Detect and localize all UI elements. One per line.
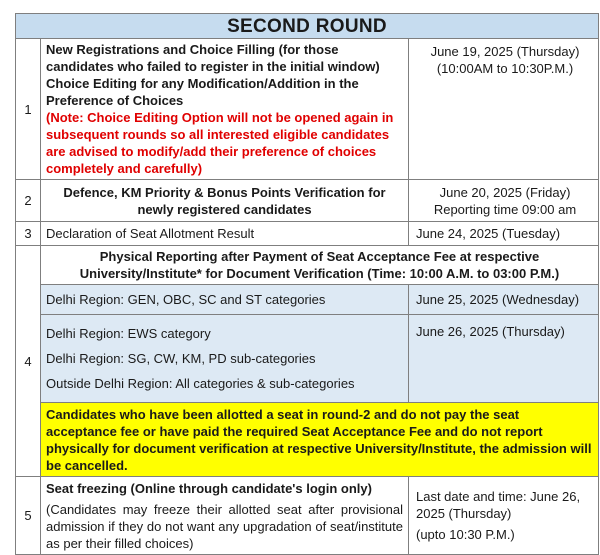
date-cell: [409, 39, 599, 180]
sub-category-text: Delhi Region: GEN, OBC, SC and ST categories: [41, 285, 409, 315]
table-row: [16, 246, 599, 285]
activity-cell: [41, 39, 409, 180]
date-cell: June 26, 2025 (Thursday): [409, 315, 599, 403]
round-title: SECOND ROUND: [16, 14, 599, 39]
activity-text: New Registrations and Choice Filling (for those candidates who failed to register in the initial window) Choice Editing for any Modification/Addition in the Preference of Choices: [46, 42, 380, 108]
title-row: [16, 14, 599, 39]
date-line: June 20, 2025 (Friday): [439, 184, 571, 200]
activity-text: Seat freezing (Online through candidate's login only): [46, 481, 372, 496]
sub-category-group: [41, 315, 409, 403]
sub-category-text: Delhi Region: SG, CW, KM, PD sub-categories: [46, 351, 316, 366]
table-row: [16, 180, 599, 222]
date-cell: June 25, 2025 (Wednesday): [409, 285, 599, 315]
date-line: June 19, 2025 (Thursday): [430, 44, 580, 59]
row-number: 2: [16, 180, 41, 222]
schedule-table: [15, 13, 599, 555]
activity-text: Defence, KM Priority & Bonus Points Verification for newly registered candidates: [41, 180, 409, 222]
date-cell: [409, 477, 599, 555]
sub-category-text: Outside Delhi Region: All categories & sub-categories: [46, 376, 355, 391]
note-text: (Note: Choice Editing Option will not be opened again in subsequent rounds so all interested eligible candidates are advised to modify/add their preference of choices completely and carefully): [46, 110, 394, 176]
date-cell: [409, 180, 599, 222]
reporting-heading: Physical Reporting after Payment of Seat Acceptance Fee at respective University/Institute* for Document Verification (Time: 10:00 A.M. to 03:00 P.M.): [41, 246, 599, 285]
row-number: 3: [16, 222, 41, 246]
date-line: Last date and time: June 26, 2025 (Thursday): [416, 489, 581, 521]
date-cell: June 24, 2025 (Tuesday): [409, 222, 599, 246]
warning-text: Candidates who have been allotted a seat in round-2 and do not pay the seat acceptance fee or have paid the required Seat Acceptance Fee and do not report physically for document verification at respective University/Institute, the admission will be cancelled.: [41, 403, 599, 477]
sub-category-text: Delhi Region: EWS category: [46, 326, 211, 341]
activity-cell: [41, 477, 409, 555]
sub-row: [16, 315, 599, 403]
row-number: 5: [16, 477, 41, 555]
table-row: [16, 222, 599, 246]
note-text: (Candidates may freeze their allotted seat after provisional admission if they do not want any upgradation of seat/institute as per their filled choices): [46, 502, 403, 551]
time-line: (upto 10:30 P.M.): [416, 527, 515, 542]
sub-row: [16, 285, 599, 315]
table-row: [16, 39, 599, 180]
table-row: [16, 477, 599, 555]
time-line: Reporting time 09:00 am: [433, 201, 577, 217]
row-number: 4: [16, 246, 41, 477]
time-line: (10:00AM to 10:30P.M.): [436, 61, 574, 76]
row-number: 1: [16, 39, 41, 180]
activity-text: Declaration of Seat Allotment Result: [41, 222, 409, 246]
warning-row: [16, 403, 599, 477]
